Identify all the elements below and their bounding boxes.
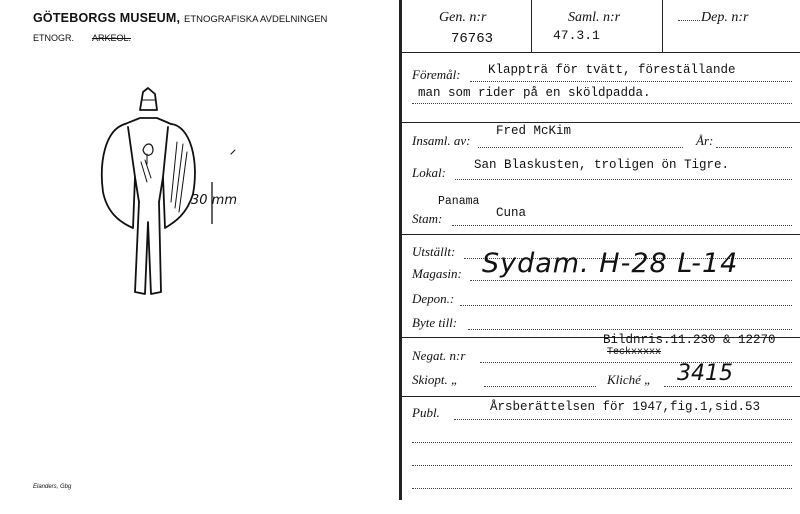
publ-label: Publ. — [412, 405, 440, 420]
header-divider-v2 — [662, 0, 663, 52]
lokal-label: Lokal: — [412, 165, 446, 180]
region-value: Panama — [438, 195, 480, 208]
insaml-line — [478, 147, 683, 148]
image-number-value: Bildnris.11.230 & 12270 — [603, 333, 776, 347]
magasin-value: Sydam. H-28 L-14 — [482, 248, 739, 279]
section-divider-4 — [402, 396, 800, 397]
lokal-value: San Blaskusten, troligen ön Tigre. — [474, 158, 730, 172]
lokal-line — [455, 179, 792, 180]
depon-line — [460, 305, 792, 306]
stam-label: Stam: — [412, 211, 443, 226]
insaml-label: Insaml. av: — [412, 133, 471, 148]
archaeology-label-struck: ARKEOL. — [92, 33, 132, 43]
card-border-left — [399, 0, 402, 500]
publ-line-4 — [412, 488, 792, 489]
stam-value: Cuna — [496, 206, 527, 220]
kliche-line — [664, 386, 792, 387]
header-divider-v1 — [531, 0, 532, 52]
utstallt-label: Utställt: — [412, 244, 456, 259]
saml-number-value: 47.3.1 — [553, 28, 600, 43]
foremal-label: Föremål: — [412, 67, 461, 82]
negat-line — [480, 362, 792, 363]
printer-mark: Elanders, Gbg — [33, 484, 72, 490]
ethnography-label: ETNOGR. — [33, 33, 75, 43]
magasin-line — [470, 280, 792, 281]
scale-label: 30 mm — [191, 193, 238, 208]
section-divider-2 — [402, 234, 800, 235]
publ-line-2 — [412, 442, 792, 443]
magasin-label: Magasin: — [412, 266, 462, 281]
kliche-label: Kliché „ — [607, 372, 652, 387]
department-name: ETNOGRAFISKA AVDELNINGEN — [184, 14, 328, 25]
museum-name: GÖTEBORGS MUSEUM, — [33, 11, 181, 25]
insaml-value: Fred McKim — [496, 124, 572, 138]
year-label: År: — [696, 133, 714, 148]
gen-number-label: Gen. n:r — [439, 10, 487, 25]
section-divider-1 — [402, 122, 800, 123]
negat-struck-value: Teckxxxxx — [607, 347, 662, 358]
negat-label: Negat. n:r — [412, 348, 466, 363]
dep-number-line — [678, 20, 700, 21]
publ-value: Årsberättelsen för 1947,fig.1,sid.53 — [490, 400, 761, 414]
dep-number-label: Dep. n:r — [701, 10, 749, 25]
depon-label: Depon.: — [412, 291, 455, 306]
skiopt-line — [484, 386, 596, 387]
foremal-value-1: Klappträ för tvätt, föreställande — [488, 63, 736, 77]
byte-label: Byte till: — [412, 315, 458, 330]
foremal-line-2 — [412, 103, 792, 104]
foremal-value-2: man som rider på en sköldpadda. — [418, 86, 651, 100]
year-line — [716, 147, 792, 148]
skiopt-label: Skiopt. „ — [412, 372, 459, 387]
foremal-line-1 — [470, 81, 792, 82]
publ-line-1 — [454, 419, 792, 420]
gen-number-value: 76763 — [451, 31, 494, 47]
header-divider — [402, 52, 800, 53]
kliche-value: 3415 — [677, 361, 733, 386]
saml-number-label: Saml. n:r — [568, 10, 621, 25]
publ-line-3 — [412, 465, 792, 466]
byte-line — [468, 329, 792, 330]
stam-line — [452, 225, 792, 226]
